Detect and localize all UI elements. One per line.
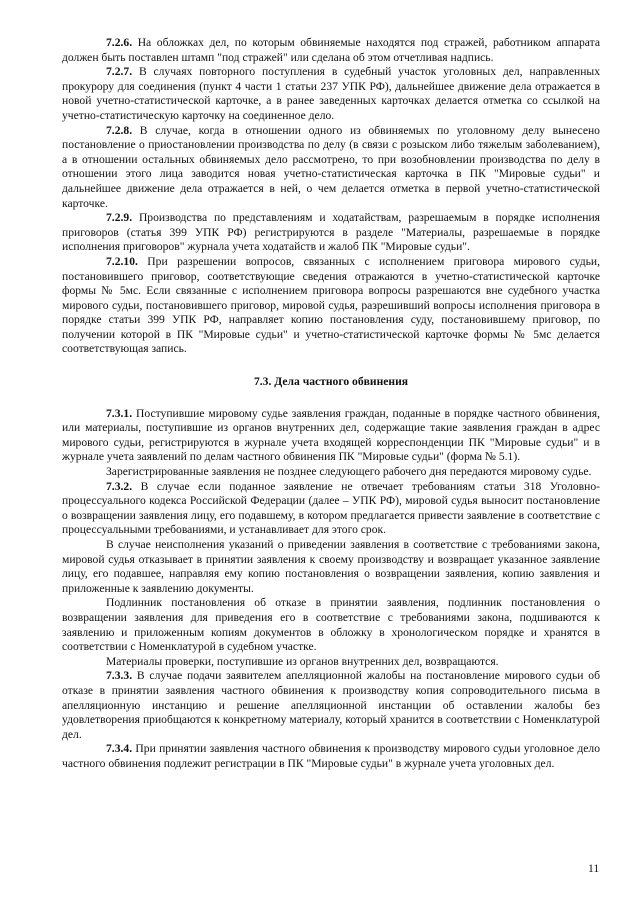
clause-number: 7.2.6.	[106, 36, 133, 49]
clause-number: 7.2.9.	[106, 211, 133, 225]
paragraph-7-3-1	[62, 407, 600, 465]
paragraph-7-2-10	[62, 255, 600, 357]
clause-number: 7.3.2.	[106, 479, 133, 493]
paragraph-text: Производства по представлениям и ходатайствам, разрешаемым в порядке исполнения приговоров (статья 399 УПК РФ) регистрируются в разделе "Материалы, разрешаемые в порядке исполнения приговоров" журнала учета ходатайств и жалоб ПК "Мировые судьи".	[62, 211, 600, 254]
paragraph-text: На обложках дел, по которым обвиняемые находятся под стражей, работником аппарата должен быть поставлен штамп "под стражей" или сделана об этом отчетливая надпись.	[62, 36, 601, 64]
clause-number: 7.3.1.	[106, 406, 133, 420]
paragraph-text: Подлинник постановления об отказе в принятии заявления, подлинник постановления о возвращении заявления для приведения его в соответствие с требованиями закона, подшиваются к заявлению и приложенным копиям документов в обложку в хронологическом порядке и хранятся в соответствии с Номенклатурой в судебном участке.	[62, 596, 600, 654]
paragraph-7-3-3	[62, 669, 600, 742]
paragraph-text: Материалы проверки, поступившие из органов внутренних дел, возвращаются.	[106, 654, 499, 668]
paragraph-7-2-9	[62, 211, 600, 255]
paragraph-7-3-2	[62, 480, 600, 538]
paragraph-text: В случае неисполнения указаний о приведении заявления в соответствие с требованиями закона, мировой судья отказывает в принятии заявления к своему производству и возвращает указанное заявление лицу, его подавшее, направляя ему копию постановления о возвращении заявления, копию заявления и приложенные к заявлению документы.	[62, 538, 600, 595]
paragraph-text: Зарегистрированные заявления не позднее следующего рабочего дня передаются мировому судье.	[106, 465, 592, 479]
paragraph-non-fulfillment	[62, 538, 600, 596]
clause-number: 7.2.7.	[106, 65, 133, 79]
clause-number: 7.3.3.	[106, 669, 133, 683]
paragraph-materials-returned	[62, 655, 600, 670]
paragraph-7-3-4	[62, 742, 600, 771]
paragraph-7-2-8	[62, 124, 600, 212]
paragraph-text: В случае если поданное заявление не отвечает требованиям статьи 318 Уголовно-процессуального кодекса Российской Федерации (далее – УПК РФ), мировой судья выносит постановление о возвращении заявления лицу, его подавшему, в котором предлагается привести заявление в соответствие с процессуальными требованиями, и устанавливает для этого срок.	[62, 479, 600, 537]
paragraph-text: В случае подачи заявителем апелляционной жалобы на постановление мирового судьи об отказе в принятии заявления частного обвинения к производству копия сопроводительного письма в апелляционную инстанцию и решение апелляционной инстанции об оставлении жалобы без удовлетворения приобщаются к конкретному материалу, который хранится в соответствии с Номенклатурой дел.	[62, 669, 600, 741]
clause-number: 7.2.8.	[106, 123, 133, 137]
page-number: 11	[588, 862, 600, 875]
paragraph-original-resolution	[62, 596, 600, 654]
paragraph-text: В случае, когда в отношении одного из обвиняемых по уголовному делу вынесено постановление о приостановлении производства по делу (в связи с розыском либо тяжелым заболеванием), а в отношении остальных обвиняемых дело рассмотрено, то при возобновлении производства по делу в отношении этого лица заводится новая учетно-статистическая карточка в ПК "Мировые судьи" и дальнейшее движение дела отражается в ней, о чем делается отметка в первой учетно-статистической карточке.	[62, 123, 600, 210]
clause-number: 7.2.10.	[106, 254, 138, 268]
paragraph-7-2-7	[62, 65, 600, 123]
paragraph-registered-statements	[62, 465, 600, 480]
paragraph-text: Поступившие мировому судье заявления граждан, поданные в порядке частного обвинения, или материалы, поступившие из органов внутренних дел, содержащие такие заявления граждан в адрес мирового судьи, регистрируются в журнале учета входящей корреспонденции ПК "Мировые судьи" и в журнале учета заявлений по делам частного обвинения ПК "Мировые судьи" (форма № 5.1).	[62, 406, 600, 464]
paragraph-text: При разрешении вопросов, связанных с исполнением приговора мирового судьи, постановившего приговор, соответствующие сведения отражаются в учетно-статистической карточке формы № 5мс. Если связанные с исполнением приговора вопросы разрешаются вне судебного участка мирового судьи, постановившего приговор, мировой судья, разрешивший вопросы исполнения приговора в порядке статьи 399 УПК РФ, направляет копию постановления суду, постановившему приговор, по получении которой в ПК "Мировые судьи" и учетно-статистической карточке формы № 5мс делается соответствующая запись.	[62, 254, 600, 356]
paragraph-7-2-6	[62, 36, 600, 65]
paragraph-text: В случаях повторного поступления в судебный участок уголовных дел, направленных прокурору для соединения (пункт 4 части 1 статьи 237 УПК РФ), дальнейшее движение дела отражается в новой учетно-статистической карточке, а в ранее заведенных карточках делается отметка со ссылкой на учетно-статистическую карточку на соединенное дело.	[62, 65, 600, 122]
paragraph-text: При принятии заявления частного обвинения к производству мирового судьи уголовное дело частного обвинения подлежит регистрации в ПК "Мировые судьи" в журнале учета уголовных дел.	[62, 742, 600, 770]
clause-number: 7.3.4.	[106, 742, 133, 756]
section-heading: 7.3. Дела частного обвинения	[253, 375, 409, 389]
document-body	[62, 36, 600, 772]
